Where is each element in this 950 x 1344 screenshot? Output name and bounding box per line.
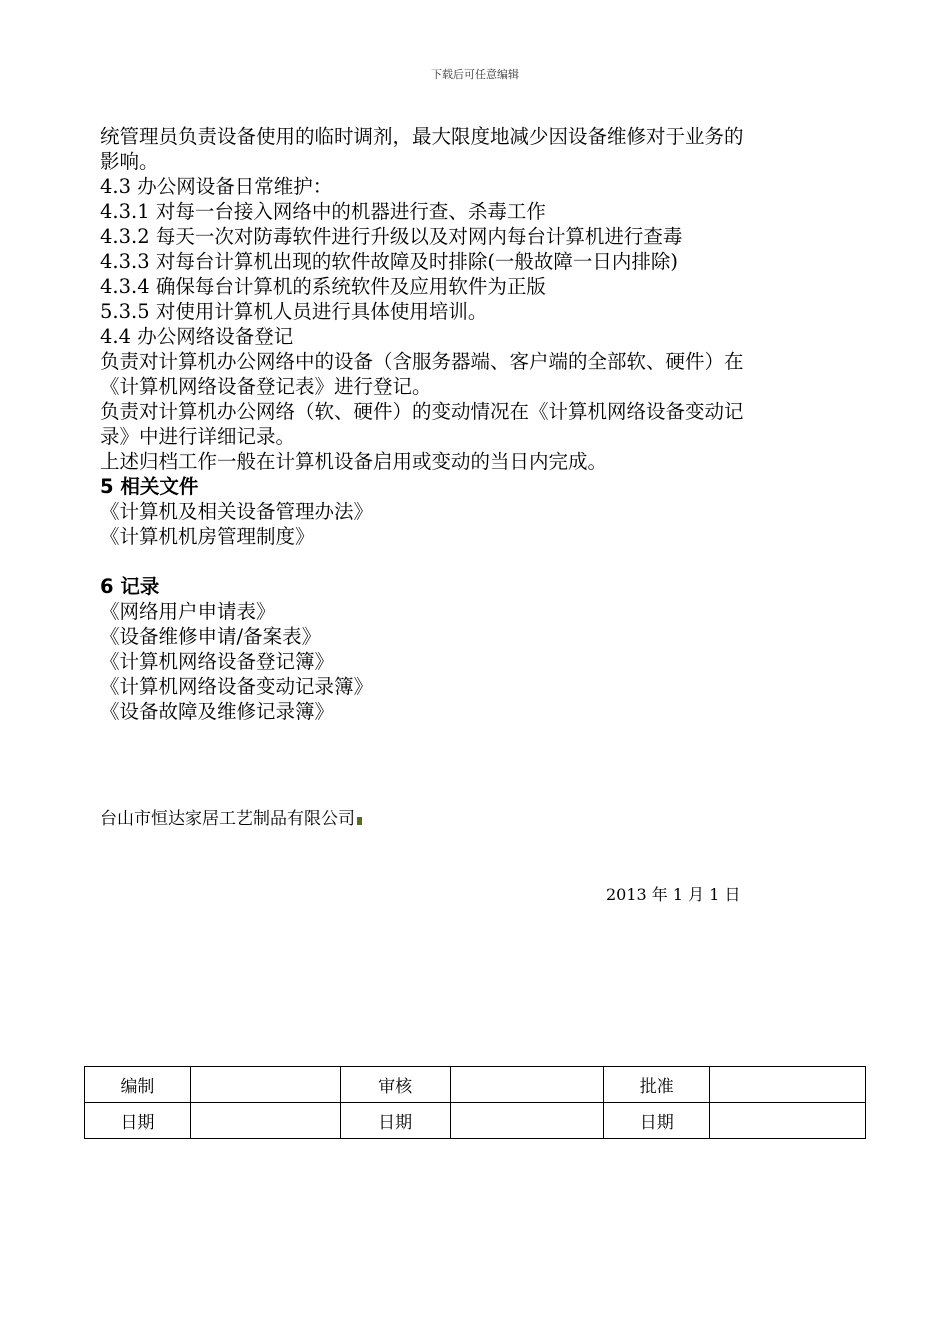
text-line: 《网络用户申请表》 [100, 600, 276, 623]
blank-line [100, 549, 860, 574]
text-line: 负责对计算机办公网络（软、硬件）的变动情况在《计算机网络设备变动记 [100, 400, 744, 423]
signature-row [85, 1067, 866, 1103]
signature-value-cell [710, 1103, 866, 1139]
text-line: 《计算机网络设备登记表》进行登记。 [100, 375, 432, 398]
signature-value-cell [450, 1067, 604, 1103]
signature-label-cell: 编制 [85, 1067, 191, 1103]
signature-label-cell: 批准 [604, 1067, 710, 1103]
document-body [100, 124, 860, 724]
text-line: 影响。 [100, 150, 159, 173]
text-line: 4.3.1 对每一台接入网络中的机器进行查、杀毒工作 [100, 200, 546, 223]
signature-value-cell [190, 1067, 340, 1103]
document-date: 2013 年 1 月 1 日 [606, 885, 741, 904]
text-line: 《计算机及相关设备管理办法》 [100, 500, 374, 523]
page-header: 下载后可任意编辑 [431, 68, 519, 81]
signature-label-cell: 日期 [85, 1103, 191, 1139]
text-line: 上述归档工作一般在计算机设备启用或变动的当日内完成。 [100, 450, 608, 473]
text-line: 《计算机网络设备登记簿》 [100, 650, 335, 673]
text-line: 4.4 办公网络设备登记 [100, 325, 294, 348]
cursor-mark [357, 817, 362, 825]
text-line: 《设备故障及维修记录簿》 [100, 700, 335, 723]
text-line: 4.3.4 确保每台计算机的系统软件及应用软件为正版 [100, 275, 546, 298]
signature-table [84, 1066, 866, 1139]
section-heading: 5 相关文件 [100, 475, 199, 498]
text-line: 《计算机网络设备变动记录簿》 [100, 675, 374, 698]
signature-row [85, 1103, 866, 1139]
text-line: 录》中进行详细记录。 [100, 425, 296, 448]
text-line: 《设备维修申请/备案表》 [100, 625, 322, 648]
company-name-text: 台山市恒达家居工艺制品有限公司 [100, 809, 355, 829]
signature-label-cell: 日期 [604, 1103, 710, 1139]
text-line: 4.3 办公网设备日常维护： [100, 175, 333, 198]
signature-label-cell: 日期 [340, 1103, 450, 1139]
section-heading: 6 记录 [100, 575, 160, 598]
text-line: 负责对计算机办公网络中的设备（含服务器端、客户端的全部软、硬件）在 [100, 350, 744, 373]
text-line: 4.3.3 对每台计算机出现的软件故障及时排除(一般故障一日内排除) [100, 250, 679, 273]
signature-label-cell: 审核 [340, 1067, 450, 1103]
company-name [100, 804, 362, 829]
text-line: 5.3.5 对使用计算机人员进行具体使用培训。 [100, 300, 488, 323]
text-line: 统管理员负责设备使用的临时调剂，最大限度地减少因设备维修对于业务的 [100, 125, 744, 148]
signature-value-cell [450, 1103, 604, 1139]
text-line: 《计算机机房管理制度》 [100, 525, 315, 548]
signature-value-cell [710, 1067, 866, 1103]
signature-value-cell [190, 1103, 340, 1139]
text-line: 4.3.2 每天一次对防毒软件进行升级以及对网内每台计算机进行查毒 [100, 225, 683, 248]
